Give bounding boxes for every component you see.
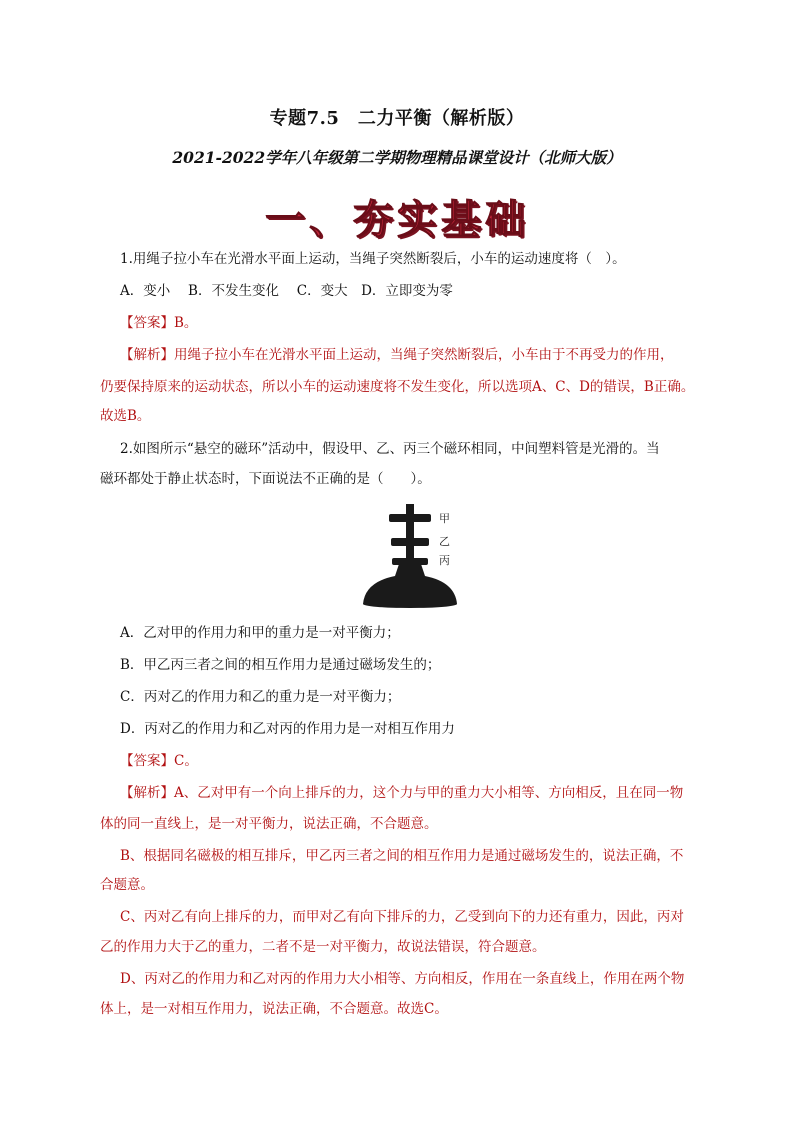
- q2-analysis-b-line-2: 合题意。: [100, 877, 154, 893]
- q2-option-a: A．乙对甲的作用力和甲的重力是一对平衡力；: [120, 625, 400, 641]
- q2-analysis-b-line-1: B、根据同名磁极的相互排斥，甲乙丙三者之间的相互作用力是通过磁场发生的，说法正确，不: [120, 848, 684, 864]
- q2-analysis-c-line-1: C、丙对乙有向上排斥的力，而甲对乙有向下排斥的力，乙受到向下的力还有重力，因此，丙对: [120, 909, 684, 925]
- q1-options: A．变小 B．不发生变化 C．变大 D．立即变为零: [120, 283, 453, 299]
- figure-label-bing: 丙: [439, 554, 450, 567]
- page-title: 专题7.5 二力平衡（解析版）: [269, 108, 525, 129]
- q2-answer: [120, 751, 198, 771]
- q1-answer-tag: 【答案】: [120, 315, 174, 331]
- q2-analysis-d-line-1: D、丙对乙的作用力和乙对丙的作用力大小相等、方向相反，作用在一条直线上，作用在两个物: [120, 971, 685, 987]
- q1-analysis-line-3: 故选B。: [100, 408, 151, 424]
- q1-answer: [120, 313, 197, 333]
- magnet-rings-figure: [355, 500, 465, 610]
- q2-analysis-a-line-2: 体的同一直线上，是一对平衡力，说法正确，不合题意。: [100, 816, 438, 832]
- q2-stem-line-1: 2.如图所示“悬空的磁环”活动中，假设甲、乙、丙三个磁环相同，中间塑料管是光滑的。当: [120, 441, 660, 457]
- q2-answer-tag: 【答案】: [120, 753, 174, 769]
- figure-ring-yi: [391, 538, 429, 546]
- q2-analysis-a-text-1: A、乙对甲有一个向上排斥的力，这个力与甲的重力大小相等、方向相反，且在同一物: [174, 785, 684, 801]
- section-banner: 一、夯实基础: [265, 196, 529, 243]
- q2-option-b: B．甲乙丙三者之间的相互作用力是通过磁场发生的；: [120, 657, 441, 673]
- q1-analysis-line-2: 仍要保持原来的运动状态，所以小车的运动速度将不发生变化，所以选项A、C、D的错误，B正确。: [100, 379, 695, 395]
- figure-stand-base-rim: [363, 600, 457, 608]
- figure-ring-jia: [389, 514, 431, 522]
- q2-analysis-a-line-1: [120, 783, 683, 803]
- q1-answer-text: B。: [174, 315, 198, 331]
- q1-stem: 1.用绳子拉小车在光滑水平面上运动，当绳子突然断裂后，小车的运动速度将（ ）。: [120, 251, 626, 267]
- q2-answer-text: C。: [174, 753, 198, 769]
- q2-stem-line-2: 磁环都处于静止状态时，下面说法不正确的是（ ）。: [100, 471, 431, 487]
- q1-analysis-tag: 【解析】: [120, 347, 174, 363]
- q2-option-d: D．丙对乙的作用力和乙对丙的作用力是一对相互作用力: [120, 721, 455, 737]
- page-subtitle: 2021-2022学年八年级第二学期物理精品课堂设计（北师大版）: [172, 148, 622, 167]
- q1-analysis-text-1: 用绳子拉小车在光滑水平面上运动，当绳子突然断裂后，小车由于不再受力的作用，: [174, 347, 674, 363]
- q2-analysis-tag: 【解析】: [120, 785, 174, 801]
- q2-analysis-c-line-2: 乙的作用力大于乙的重力，二者不是一对平衡力，故说法错误，符合题意。: [100, 939, 546, 955]
- q2-option-c: C．丙对乙的作用力和乙的重力是一对平衡力；: [120, 689, 401, 705]
- figure-ring-bing: [392, 558, 428, 565]
- q1-analysis-line-1: [120, 345, 674, 365]
- figure-label-jia: 甲: [439, 512, 450, 525]
- figure-label-yi: 乙: [439, 535, 450, 548]
- q2-analysis-d-line-2: 体上，是一对相互作用力，说法正确，不合题意。故选C。: [100, 1001, 448, 1017]
